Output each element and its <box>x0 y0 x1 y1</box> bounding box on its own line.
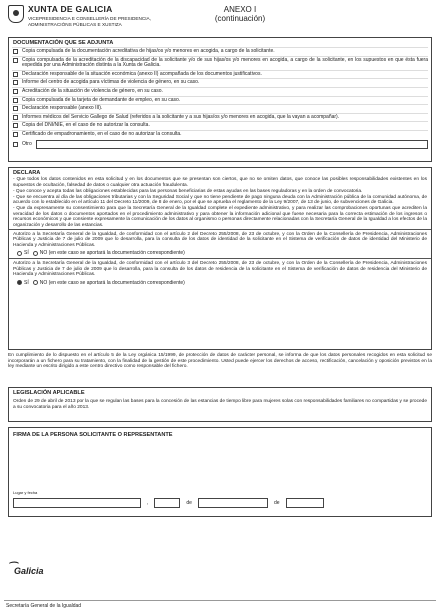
identity-no-radio[interactable] <box>33 251 38 256</box>
other-row <box>12 139 428 151</box>
doc-item: Copia del DNI/NIE, en el caso de no autorizar la consulta. <box>12 121 428 130</box>
place-date-row: , de de <box>13 498 427 508</box>
identity-consent-radios: SÍ NO (en este caso se aportará la documentación correspondiente) <box>9 250 431 258</box>
day-input[interactable] <box>154 498 180 508</box>
doc-checkbox[interactable] <box>13 115 18 120</box>
doc-checkbox[interactable] <box>13 106 18 111</box>
org-name: XUNTA DE GALICIA <box>28 4 113 14</box>
year-input[interactable] <box>286 498 324 508</box>
declaration-section <box>8 167 432 350</box>
identity-authorization-text: Autorizo a la Secretaría General de la Igualdad, de conformidad con el artículo 2 del Decreto 255/2008, de 23 de octubre, y con la Orden de la Consellería de Presidencia, Administraciones Públicas y Justicia de 7 de julio de 2009 que lo desarrolla, para la consulta de los datos de identidad de la solicitante en el Sistema de verificación de datos de identidad del Ministerio de Hacienda y Administraciones Públicas. <box>13 231 427 248</box>
doc-item: Copia compulsada de la tarjeta de demandante de empleo, en su caso. <box>12 96 428 105</box>
annex-title: ANEXO I (continuación) <box>214 5 266 23</box>
legislation-text: Orden de 29 de abril de 2013 por la que se regulan las bases para la concesión de las estancias de tiempo libre para mujeres solas con responsabilidades familiares no compartidas y se procede a su convocatoria para el año 2013. <box>13 399 427 410</box>
signature-title: FIRMA DE LA PERSONA SOLICITANTE O REPRESENTANTE <box>13 432 173 438</box>
galicia-logo: ⁀ Galicia <box>8 563 44 576</box>
place-date-label: Lugar y fecha <box>13 490 38 495</box>
documentation-title: DOCUMENTACIÓN QUE SE ADJUNTA <box>13 40 114 46</box>
doc-checkbox[interactable] <box>13 49 18 54</box>
doc-item: Informes médicos del Servicio Gallego de Salud (referidos a la solicitante y a sus hijas/os y/o menores en acogida, que la vayan a acompañar). <box>12 113 428 122</box>
footer-org: Secretaría General de la Igualdad <box>6 603 82 609</box>
other-checkbox[interactable] <box>13 142 18 147</box>
legislation-title: LEGISLACIÓN APLICABLE <box>13 390 85 396</box>
legislation-section <box>8 387 432 422</box>
doc-checkbox[interactable] <box>13 98 18 103</box>
identity-yes-radio[interactable] <box>17 251 22 256</box>
other-label: Otro <box>22 141 32 148</box>
organization-block <box>28 4 228 28</box>
org-subtitle: VICEPRESIDENCIA E CONSELLERÍA DE PRESIDENCIA, ADMINISTRACIÓNS PÚBLICAS E XUSTIZA <box>28 16 151 27</box>
month-input[interactable] <box>198 498 268 508</box>
documentation-checklist <box>9 47 431 151</box>
signature-section <box>8 427 432 517</box>
residence-yes-radio[interactable] <box>17 280 22 285</box>
doc-checkbox[interactable] <box>13 123 18 128</box>
doc-checkbox[interactable] <box>13 80 18 85</box>
declara-text: - Que todos los datos contenidos en esta solicitud y en los documentos que se presentan son ciertos, que no se omiten datos, que conoce las posibles responsabilidades existentes en los supuestos de ocultación, falsedad de datos o cualquier otra actuación fraudulenta. - Que conoce y acepta todas las obligaciones establecidas para las personas beneficiarias de estas ayudas en las bases reguladoras y en la orden de convocatoria. - Que se encuentra al día de las obligaciones tributarias y con la Seguridad Social y que no tiene pendiente de pago ninguna deuda con la Administración pública de la comunidad autónoma, de acuerdo con lo establecido en el artículo 11 del Decreto 11/2009, de 8 de enero, por el que se aprueba el reglamento de la Ley 9/2007, de 13 de junio, de subvenciones de Galicia. - Que da expresamente su consentimiento para que la Secretaría General de la Igualdad complete el expediente administrativo, y para realizar las comprobaciones oportunas que acrediten la veracidad de los datos o documentos aportados en el procedimiento administrativo y para obtener la información adicional que fuese necesaria para la correcta estimación de los ingresos o recursos económicos y que consiente expresamente la comunicación de los datos al organismo o personas directamente relacionadas con la Secretaría General de la Igualdad a los efectos de la organización y desarrollo de las estancias. <box>13 177 427 228</box>
data-protection-notice: En cumplimiento de lo dispuesto en el artículo 5 de la Ley orgánica 15/1999, de protección de datos de carácter personal, se informa de que los datos personales recogidos en esta solicitud se incorporarán a un fichero para su tratamiento, con la finalidad de la gestión de este procedimiento. Usted puede ejercer los derechos de acceso, rectificación, cancelación y oposición previstos en la ley mediante un escrito dirigido a este centro directivo como responsable del fichero. <box>8 353 432 369</box>
declara-title: DECLARA <box>13 170 41 176</box>
doc-item: Informe del centro de acogida para víctimas de violencia de género, en su caso. <box>12 78 428 87</box>
galicia-logo-icon: ⁀ <box>8 563 17 574</box>
doc-checkbox[interactable] <box>13 58 18 63</box>
galicia-crest-icon <box>8 5 24 23</box>
doc-item: Certificado de empadronamiento, en el caso de no autorizar la consulta. <box>12 130 428 139</box>
residence-authorization-text: Autorizo a la Secretaría General de la Igualdad, de conformidad con el artículo 3 del Decreto 255/2008, de 23 de octubre, y con la Orden de la Consellería de Presidencia, Administraciones Públicas y Justicia de 7 de julio de 2009 que lo desarrolla, para la consulta de los datos de residencia de la solicitante en el Sistema de verificación de datos de residencia del Ministerio de Hacienda y Administraciones Públicas. <box>13 261 427 277</box>
documentation-section <box>8 37 432 162</box>
footer-divider <box>4 600 436 601</box>
doc-item: Declaración responsable de la situación económica (anexo II) acompañada de los documentos justificativos. <box>12 70 428 79</box>
document-header <box>4 2 436 36</box>
residence-consent-radios: SÍ NO (en este caso se aportará la documentación correspondiente) <box>9 280 431 288</box>
doc-item: Copia compulsada de la acreditación de la discapacidad de la solicitante y/o de sus hijas/os y/o menores en acogida, a cargo de la solicitante, en los supuestos en que ésta fuera expedida por una Administración distinta a la Xunta de Galicia. <box>12 56 428 70</box>
other-input[interactable] <box>36 140 428 149</box>
residence-no-radio[interactable] <box>33 280 38 285</box>
doc-item: Declaración responsable (anexo III). <box>12 104 428 113</box>
place-input[interactable] <box>13 498 141 508</box>
doc-checkbox[interactable] <box>13 132 18 137</box>
doc-checkbox[interactable] <box>13 72 18 77</box>
doc-item: Copia compulsada de la documentación acreditativa de hijas/os y/o menores en acogida, a cargo de la solicitante. <box>12 47 428 56</box>
doc-checkbox[interactable] <box>13 89 18 94</box>
doc-item: Acreditación de la situación de violencia de género, en su caso. <box>12 87 428 96</box>
